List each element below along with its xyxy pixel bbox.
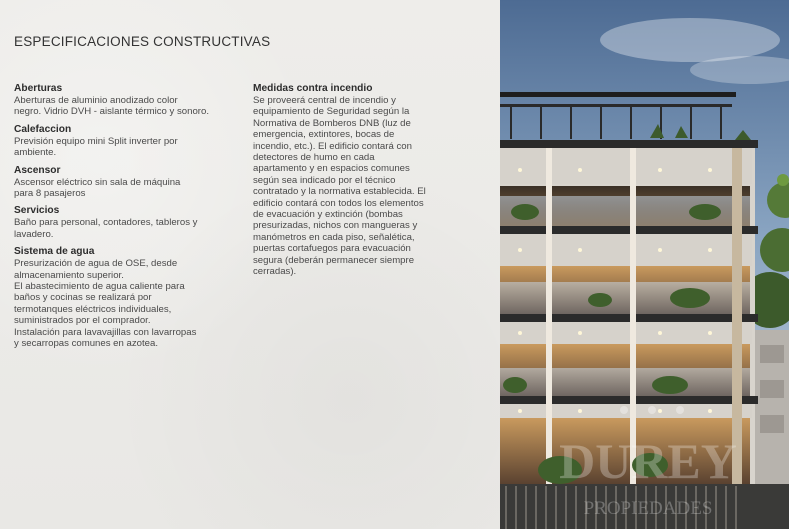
spec-aberturas (14, 83, 234, 118)
spec-text: Presurización de agua de OSE, desde almacenamiento superior. El abastecimiento de agua caliente para baños y cocinas se realizará por termotanques eléctricos individuales, suministrados por el comprador. Instalación para lavavajillas con lavarropas y secarropas comunes en azotea. (14, 258, 197, 350)
spec-heading: Calefaccion (14, 123, 72, 135)
spec-text: Baño para personal, contadores, tableros y lavadero. (14, 217, 198, 240)
spec-heading: Aberturas (14, 83, 63, 94)
specs-right-column (253, 83, 463, 284)
spec-heading: Medidas contra incendio (253, 83, 373, 94)
spec-medidas-contra-incendio (253, 83, 463, 278)
spec-heading: Servicios (14, 205, 60, 217)
specs-left-column (14, 83, 234, 356)
watermark-brand: DUREY (559, 433, 737, 489)
spec-heading: Ascensor (14, 164, 61, 176)
spec-text: Se proveerá central de incendio y equipamiento de Seguridad según la Normativa de Bomberos DNB (luz de emergencia, extintores, bocas de incendio, etc.). El edificio contará con detectores de humo en cada apartamento y en espacios comunes según sea indicado por el técnico contratado y la normativa establecida. El edificio contará con todos los elementos de evacuación y extinción (bombas presurizadas, nichos con mangueras y manómetros en cada piso, señalética, puertas cortafuegos para evacuación segura (deberán permanecer siempre cerradas). (253, 95, 426, 278)
page-title: ESPECIFICACIONES CONSTRUCTIVAS (14, 34, 271, 49)
spec-text: Ascensor eléctrico sin sala de máquina para 8 pasajeros (14, 176, 181, 200)
spec-text: Previsión equipo mini Split inverter por ambiente. (14, 135, 178, 159)
watermark-subtitle: PROPIEDADES (583, 498, 713, 519)
spec-calefaccion (14, 124, 234, 159)
building-render-photo (500, 0, 789, 529)
spec-heading: Sistema de agua (14, 246, 95, 258)
spec-text: Aberturas de aluminio anodizado color negro. Vidrio DVH - aislante térmico y sonoro. (14, 95, 209, 118)
spec-sistema-de-agua (14, 246, 234, 349)
spec-servicios (14, 205, 234, 240)
spec-ascensor (14, 165, 234, 200)
